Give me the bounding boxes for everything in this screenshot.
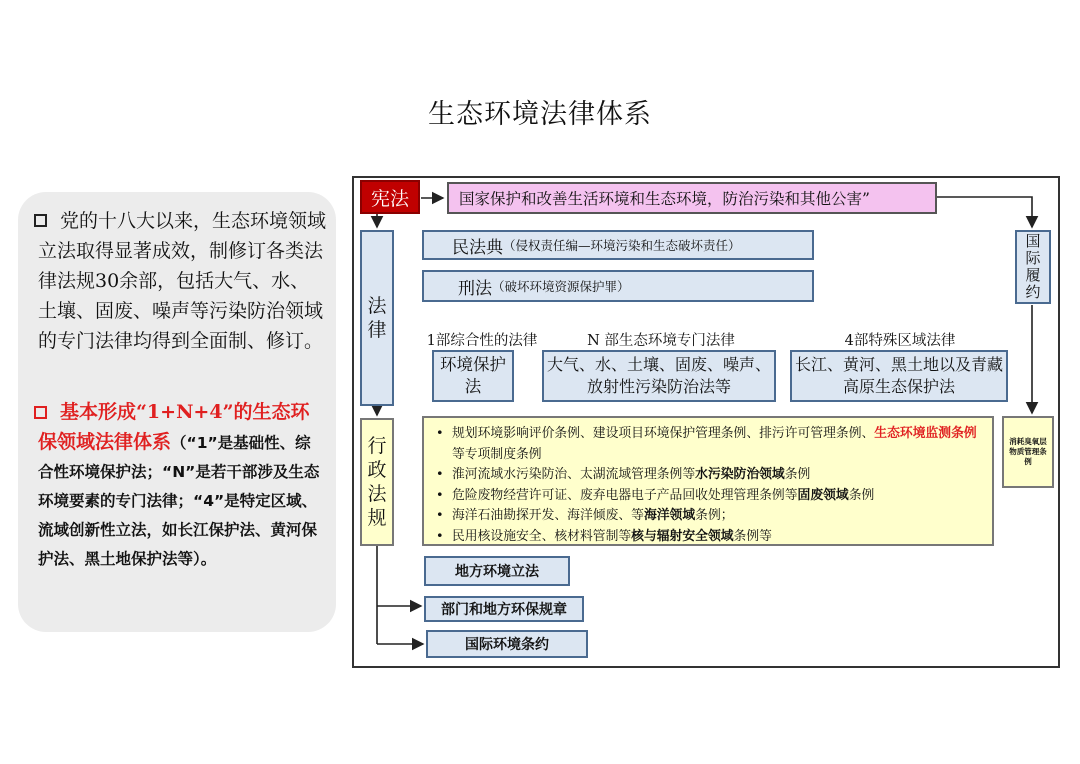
regulations-list-box	[422, 416, 994, 546]
arrow-quote-to-intl	[937, 197, 1032, 227]
special-laws-box: 大气、水、土壤、固废、噪声、放射性污染防治法等	[542, 350, 776, 402]
dept-local-rules-box: 部门和地方环保规章	[424, 596, 584, 622]
category-special: N 部生态环境专门法律	[587, 333, 735, 349]
civil-code-label: 民法典	[452, 237, 503, 258]
intl-treaties-box: 国际环境条约	[426, 630, 588, 658]
summary-text-1: 党的十八大以来，生态环境领域立法取得显著成效，制修订各类法律法规30余部，包括大气、水、土壤、固废、噪声等污染防治领域的专门法律均得到全面制、修订。	[38, 210, 327, 352]
intl-compliance-box: 国际履约	[1015, 230, 1051, 304]
constitution-quote-box: 国家保护和改善生活环境和生态环境，防治污染和其他公害”	[447, 182, 937, 214]
page-title: 生态环境法律体系	[428, 99, 652, 130]
summary-text-2: （“1”是基础性、综合性环境保护法；“N”是若干部涉及生态环境要素的专门法律；“4”是特定区域、流域创新性立法，如长江保护法、黄河保护法、黑土地保护法等）。	[38, 434, 320, 568]
ods-regulation-box: 消耗臭氧层物质管理条例	[1002, 416, 1054, 488]
category-regional: 4部特殊区域法律	[844, 333, 956, 349]
list-item: • 规划环境影响评价条例、建设项目环境保护管理条例、排污许可管理条例、生态环境监测条例等专项制度条例	[446, 424, 986, 465]
constitution-box: 宪法	[360, 180, 420, 214]
list-item: • 海洋石油勘探开发、海洋倾废、等海洋领域条例；	[446, 506, 986, 527]
civil-code-box	[422, 230, 814, 260]
criminal-law-box	[422, 270, 814, 302]
list-item: • 危险废物经营许可证、废弃电器电子产品回收处理管理条例等固废领域条例	[446, 486, 986, 507]
civil-code-note: （侵权责任编—环境污染和生态破坏责任）	[503, 238, 741, 253]
criminal-law-label: 刑法	[458, 278, 492, 299]
list-item: • 民用核设施安全、核材料管制等核与辐射安全领域条例等	[446, 527, 986, 548]
criminal-law-note: （破坏环境资源保护罪）	[492, 279, 630, 294]
admin-regulations-box: 行政法规	[360, 418, 394, 546]
list-item: • 淮河流域水污染防治、太湖流域管理条例等水污染防治领域条例	[446, 465, 986, 486]
local-legislation-box: 地方环境立法	[424, 556, 570, 586]
law-box: 法律	[360, 230, 394, 406]
category-comprehensive: 1部综合性的法律	[426, 333, 538, 349]
summary-highlight: 基本形成“1+N+4”的生态环保领域法律体系	[38, 401, 310, 453]
env-protection-law-box: 环境保护法	[432, 350, 514, 402]
regional-laws-box: 长江、黄河、黑土地以及青藏高原生态保护法	[790, 350, 1008, 402]
